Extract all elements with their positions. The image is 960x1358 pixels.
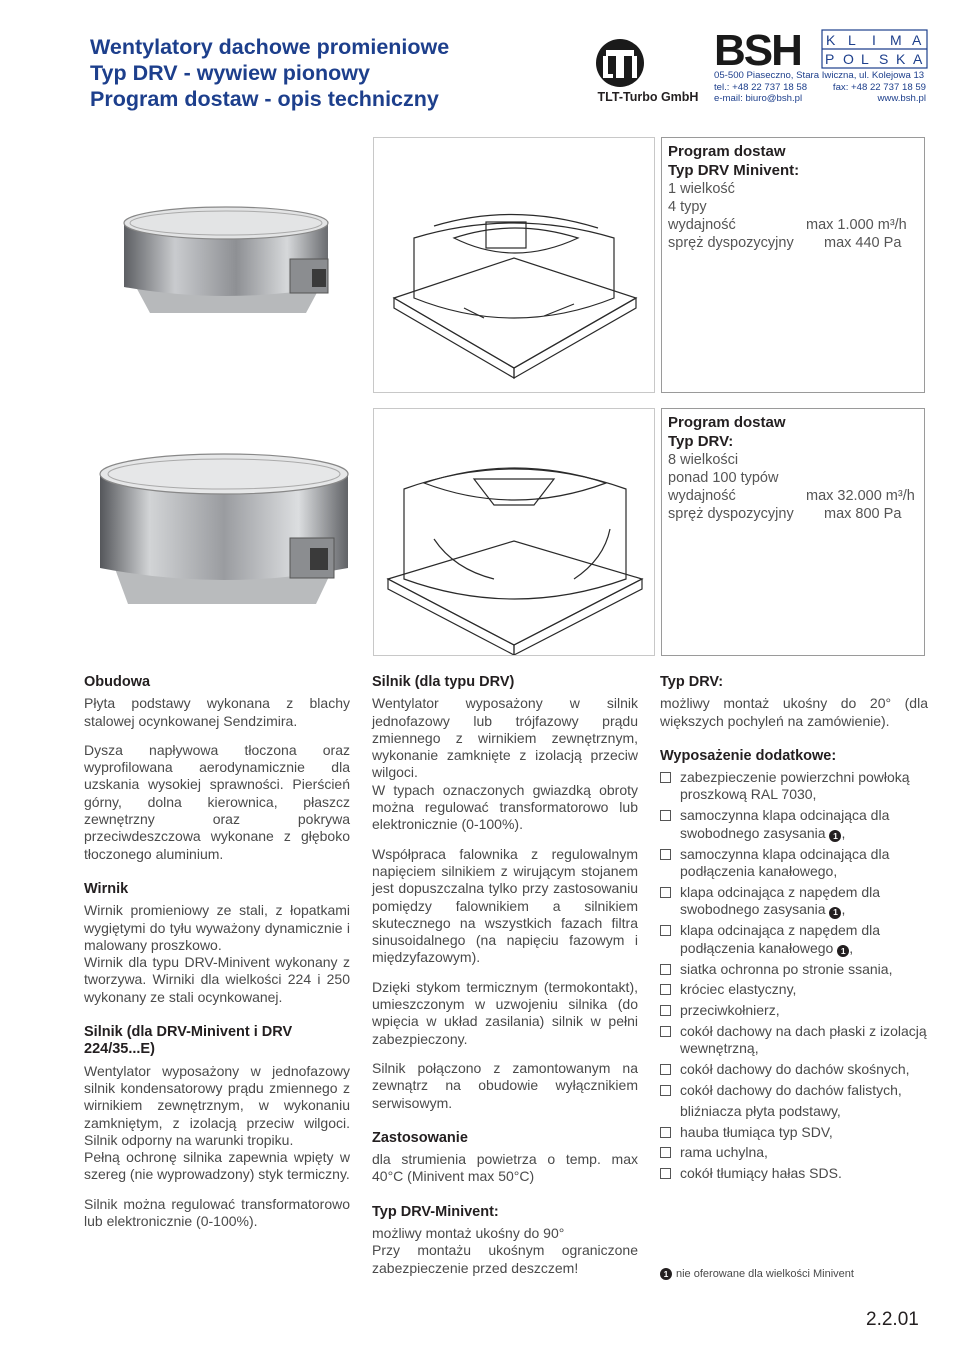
footnote-marker-icon: 1 [660, 1268, 672, 1280]
drv-drawing [373, 408, 655, 656]
fax: fax: +48 22 737 18 59 [832, 81, 926, 93]
polska-letter: L [861, 51, 869, 67]
spec-pressure-value: max 440 Pa [824, 235, 902, 251]
paragraph: Wirnik dla typu DRV-Minivent wykonany z tworzywa. Wirniki dla wielkości 224 i 250 wykonany ze stali ocynkowanej. [84, 954, 350, 1005]
list-item [660, 1023, 928, 1058]
spec-flow-value: max 1.000 m³/h [806, 217, 907, 233]
klima-letter: A [912, 32, 922, 48]
list-item-label: przeciwkołnierz, [680, 1002, 780, 1019]
tlt-company-name: TLT-Turbo GmbH [597, 90, 699, 104]
heading-zastosowanie: Zastosowanie [372, 1129, 468, 1146]
checkbox-icon [660, 1085, 671, 1096]
minivent-drawing [373, 137, 655, 393]
polska-letter: K [896, 51, 906, 67]
title-line-2: Typ DRV - wywiew pionowy [90, 61, 370, 85]
klima-letter: K [826, 32, 836, 48]
klima-letter: I [872, 32, 876, 48]
spec-box-minivent [661, 137, 925, 393]
list-item-label: siatka ochronna po stronie ssania, [680, 960, 893, 977]
polska-letter: O [843, 51, 854, 67]
list-item [660, 1124, 928, 1141]
list-item [660, 846, 928, 881]
spec-sizes: 8 wielkości [668, 452, 739, 468]
list-item-label: cokół dachowy do dachów falistych, [680, 1081, 902, 1098]
footnote-marker-icon: 1 [829, 907, 841, 919]
spec-box-drv [661, 408, 925, 656]
list-item-label: klapa odcinająca z napędem dla swobodnego zasysania [680, 883, 881, 918]
list-item [660, 922, 928, 957]
list-item-label: cokół dachowy na dach płaski z izolacją wewnętrzną, [680, 1023, 927, 1057]
heading-wyposazenie: Wyposażenie dodatkowe: [660, 747, 837, 764]
list-item-text [680, 1023, 928, 1058]
list-item [660, 1082, 928, 1099]
paragraph: Dysza napływowa tłoczona oraz wyprofilowana aerodynamicznie dla uzskania wysokiej sprawności. Pierścień górny, dolna kierownica, płaszcz zewnętrzny oraz pokrywa przeciwdeszczowa wykonane z głęboko tłoczonego aluminium. [84, 741, 350, 862]
paragraph: Wentylator wyposażony w silnik jednofazowy lub trójfazowy prądu zmiennego z wirnikiem zewnętrznym, wykonanie zamknięte z izolacją przeciw wilgoci. [372, 695, 638, 781]
list-item-text [680, 1103, 841, 1120]
heading-silnik-minivent: Silnik (dla DRV-Minivent i DRV 224/35...E) [84, 1024, 293, 1058]
heading-wirnik: Wirnik [84, 880, 129, 897]
spec-pressure-label: spręż dyspozycyjny [668, 235, 794, 251]
list-item [660, 1165, 928, 1182]
checkbox-icon [660, 772, 671, 783]
list-item-label: bliźniacza płyta podstawy, [680, 1102, 841, 1119]
paragraph: możliwy montaż ukośny do 90° [372, 1225, 565, 1242]
list-item-text [680, 846, 928, 881]
document-title [90, 34, 510, 112]
title-line-1: Wentylatory dachowe promieniowe [90, 35, 450, 59]
list-item-label: rama uchylna, [680, 1144, 768, 1161]
contact-info [714, 70, 926, 105]
list-item-label: samoczynna klapa odcinająca dla swobodnego zasysania [680, 807, 890, 841]
email-link[interactable]: e-mail: biuro@bsh.pl [714, 93, 803, 105]
paragraph: dla strumienia powietrza o temp. max 40°C (Minivent max 50°C) [372, 1151, 638, 1185]
page-number: 2.2.01 [866, 1309, 919, 1330]
heading-drv-minivent: Typ DRV-Minivent: [372, 1203, 499, 1220]
checkbox-icon [660, 1127, 671, 1138]
spec-flow-label: wydajność [668, 488, 736, 504]
column-accessories [660, 674, 928, 1186]
spec-sizes: 1 wielkość [668, 181, 735, 197]
checkbox-icon [660, 810, 671, 821]
polska-letter: A [913, 51, 923, 67]
spec-types: ponad 100 typów [668, 470, 779, 486]
drv-photo [84, 408, 366, 656]
paragraph: Pełną ochronę silnika zapewnia wpięty w szereg (nie wyprowadzony) styk termiczny. [84, 1149, 350, 1183]
checkbox-icon [660, 964, 671, 975]
spec-heading: Program dostaw [668, 143, 786, 160]
address: 05-500 Piaseczno, Stara Iwiczna, ul. Kolejowa 13 [714, 70, 925, 81]
spec-types: 4 typy [668, 199, 707, 215]
footnote-marker-icon: 1 [837, 945, 849, 957]
paragraph: Silnik można regulować transformatorowo lub elektronicznie (0-100%). [84, 1195, 350, 1230]
column-housing-impeller [84, 674, 350, 1230]
list-item-text [680, 981, 796, 998]
klima-polska-grid [822, 30, 927, 68]
list-item-text [680, 1144, 768, 1161]
spec-flow-label: wydajność [668, 217, 736, 233]
list-item-text [680, 1082, 902, 1099]
list-item-text: klapa odcinająca z napędem dla podłączenia kanałowego 1 , [680, 922, 881, 956]
list-item-text: klapa odcinająca z napędem dla swobodnego zasysania 1 , [680, 883, 881, 918]
checkbox-icon [660, 925, 671, 936]
minivent-photo [84, 137, 366, 393]
list-item-label: samoczynna klapa odcinająca dla podłączenia kanałowego, [680, 845, 890, 880]
list-item-text [680, 1061, 910, 1078]
checkbox-icon [660, 1168, 671, 1179]
spec-pressure-value: max 800 Pa [824, 506, 902, 522]
list-item-label: zabezpieczenie powierzchni powłoką proszkową RAL 7030, [680, 769, 910, 803]
polska-letter: P [825, 51, 835, 67]
spec-heading: Program dostaw [668, 414, 786, 431]
list-item [660, 807, 928, 842]
accessories-list [660, 769, 928, 1182]
column-motor-application [372, 674, 638, 1277]
title-line-3: Program dostaw - opis techniczny [90, 87, 439, 111]
list-item [660, 769, 928, 804]
footnote [660, 1268, 854, 1280]
paragraph: Przy montażu ukośnym ograniczone zabezpieczenie przed deszczem! [372, 1242, 638, 1276]
list-item-label: hauba tłumiąca typ SDV, [680, 1123, 833, 1140]
checkbox-icon [660, 984, 671, 995]
list-item [660, 981, 928, 998]
heading-silnik-drv: Silnik (dla typu DRV) [372, 674, 515, 690]
paragraph: możliwy montaż ukośny do 20° (dla większych pochyleń na zamówienie). [660, 695, 928, 729]
checkbox-icon [660, 1005, 671, 1016]
tlt-turbo-logo [588, 36, 708, 108]
spec-pressure-label: spręż dyspozycyjny [668, 506, 794, 522]
checkbox-icon [660, 887, 671, 898]
website-link[interactable]: www.bsh.pl [877, 93, 926, 105]
spec-type: Typ DRV: [668, 433, 734, 450]
tlt-emblem-icon [594, 36, 646, 90]
bsh-klima-polska-logo [714, 29, 928, 69]
list-item-label: cokół dachowy do dachów skośnych, [680, 1061, 910, 1078]
list-item-text [680, 961, 892, 978]
paragraph: Płyta podstawy wykonana z blachy stalowej ocynkowanej Sendzimira. [84, 695, 350, 729]
klima-letter: L [848, 32, 856, 48]
list-item [660, 961, 928, 978]
checkbox-icon [660, 849, 671, 860]
checkbox-icon [660, 1147, 671, 1158]
list-item [660, 1103, 928, 1120]
checkbox-icon [660, 1064, 671, 1075]
phone: tel.: +48 22 737 18 58 [714, 81, 808, 93]
list-item-label: cokół tłumiący hałas SDS. [680, 1165, 842, 1182]
list-item-label: klapa odcinająca z napędem dla podłączenia kanałowego [680, 922, 881, 956]
list-indent [660, 1103, 671, 1120]
list-item [660, 1144, 928, 1161]
list-item-text [680, 1124, 833, 1141]
list-item [660, 1061, 928, 1078]
paragraph: W typach oznaczonych gwiazdką obroty można regulować transformatorowo lub elektronicznie (0-100%). [372, 781, 638, 833]
list-item-text [680, 769, 928, 804]
paragraph: Dzięki stykom termicznym (termokontakt), umieszczonym w uzwojeniu silnika (do wpięcia w układ zasilania) silnik w pełni zabezpieczony. [372, 978, 638, 1047]
list-item [660, 884, 928, 919]
klima-letter: M [890, 32, 902, 48]
list-item [660, 1002, 928, 1019]
bsh-logo-letters: BSH [714, 29, 801, 69]
list-item-text [680, 1165, 842, 1182]
list-item-text: samoczynna klapa odcinająca dla swobodnego zasysania 1 , [680, 807, 890, 841]
footnote-text: nie oferowane dla wielkości Minivent [676, 1268, 854, 1280]
checkbox-icon [660, 1026, 671, 1037]
list-item-text [680, 1002, 780, 1019]
list-item-label: króciec elastyczny, [680, 981, 797, 998]
heading-obudowa: Obudowa [84, 674, 151, 690]
paragraph: Wentylator wyposażony w jednofazowy silnik kondensatorowy prądu zmiennego z wirnikiem zewnętrznym, w wykonaniu zamkniętym, z izolacją przeciw wilgoci. Silnik odporny na warunki tropiku. [84, 1062, 350, 1148]
heading-typ-drv: Typ DRV: [660, 674, 724, 690]
paragraph: Współpraca falownika z regulowalnym napięciem silnikiem z wirującym stojanem jest dopuszczalna tylko przy zastosowaniu pomiędzy falownikiem a silnikiem skutecznego na wszystkich fazach filtra sinusoidalnego (na napięciu fazowym i międzyfazowym). [372, 845, 638, 966]
footnote-marker-icon: 1 [829, 830, 841, 842]
spec-flow-value: max 32.000 m³/h [806, 488, 915, 504]
polska-letter: S [879, 51, 889, 67]
paragraph: Wirnik promieniowy ze stali, z łopatkami wygiętymi do tyłu wyważony dynamicznie i malowany proszkowo. [84, 902, 350, 953]
paragraph: Silnik połączono z zamontowanym na zewnątrz na obudowie wyłącznikiem serwisowym. [372, 1059, 638, 1111]
spec-type: Typ DRV Minivent: [668, 162, 800, 179]
